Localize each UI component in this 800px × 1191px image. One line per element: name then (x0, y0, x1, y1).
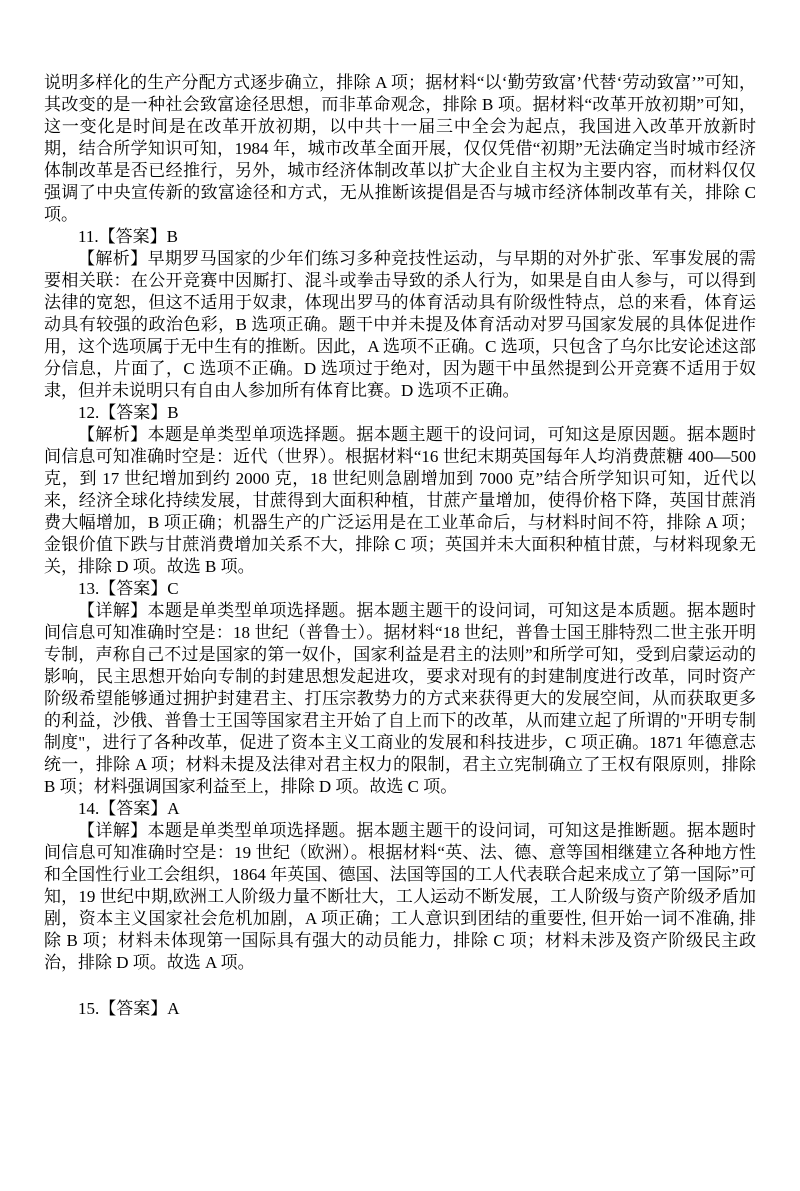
answer-line-q14: 14.【答案】A (78, 799, 180, 818)
answer-line-q13: 13.【答案】C (78, 579, 179, 598)
explanation-q13: 【详解】本题是单类型单项选择题。据本题主题干的设问词，可知这是本质题。据本题时间信息可知准确时空是：18 世纪（普鲁士）。据材料“18 世纪，普鲁士国王腓特烈二世主张开明专制，声称自己不过是国家的第一奴仆，国家利益是君主的法则”和所学可知，受到启蒙运动的影响，民主思想开始向专制的封建思想发起进攻，要求对现有的封建制度进行改革，同时资产阶级希望能够通过拥护封建君主、打压宗教势力的方式来获得更大的发展空间，从而获取更多的利益，沙俄、普鲁士王国等国家君主开始了自上而下的改革，从而建立起了所谓的"开明专制制度"，进行了各种改革，促进了资本主义工商业的发展和科技进步，C 项正确。1871 年德意志统一，排除 A 项；材料未提及法律对君主权力的限制，君主立宪制确立了王权有限原则，排除 B 项；材料强调国家利益至上，排除 D 项。故选 C 项。 (44, 601, 756, 796)
answer-explanations-body (44, 72, 756, 1020)
continuation-paragraph: 说明多样化的生产分配方式逐步确立，排除 A 项；据材料“以‘勤劳致富’代替‘劳动致富’”可知，其改变的是一种社会致富途径思想，而非革命观念，排除 B 项。据材料“改革开放初期”可知，这一变化是时间是在改革开放初期，以中共十一届三中全会为起点，我国进入改革开放新时期，结合所学知识可知，1984 年，城市改革全面开展，仅仅凭借“初期”无法确定当时城市经济体制改革是否已经推行，另外，城市经济体制改革以扩大企业自主权为主要内容，而材料仅仅强调了中央宣传新的致富途径和方式，无从推断该提倡是否与城市经济体制改革有关，排除 C 项。 (44, 73, 756, 224)
explanation-q12: 【解析】本题是单类型单项选择题。据本题主题干的设问词，可知这是原因题。据本题时间信息可知准确时空是：近代（世界）。根据材料“16 世纪末期英国每年人均消费蔗糖 400—500 克，到 17 世纪增加到约 2000 克，18 世纪则急剧增加到 7000 克”结合所学知识可知，近代以来，经济全球化持续发展，甘蔗得到大面积种植，甘蔗产量增加，使得价格下降，英国甘蔗消费大幅增加，B 项正确；机器生产的广泛运用是在工业革命后，与材料时间不符，排除 A 项；金银价值下跌与甘蔗消费增加关系不大，排除 C 项；英国并未大面积种植甘蔗，与材料现象无关，排除 D 项。故选 B 项。 (44, 425, 756, 576)
explanation-q14: 【详解】本题是单类型单项选择题。据本题主题干的设问词，可知这是推断题。据本题时间信息可知准确时空是：19 世纪（欧洲）。根据材料“英、法、德、意等国相继建立各种地方性和全国性行业工会组织，1864 年英国、德国、法国等国的工人代表联合起来成立了第一国际”可知，19 世纪中期,欧洲工人阶级力量不断壮大，工人运动不断发展，工人阶级与资产阶级矛盾加剧，资本主义国家社会危机加剧，A 项正确；工人意识到团结的重要性, 但开始一词不准确, 排除 B 项；材料未体现第一国际具有强大的动员能力，排除 C 项；材料未涉及资产阶级民主政治，排除 D 项。故选 A 项。 (44, 821, 756, 972)
answer-line-q12: 12.【答案】B (78, 403, 179, 422)
explanation-q11: 【解析】早期罗马国家的少年们练习多种竞技性运动，与早期的对外扩张、军事发展的需要相关联：在公开竞赛中因厮打、混斗或拳击导致的杀人行为，如果是自由人参与，可以得到法律的宽恕，但这不适用于奴隶，体现出罗马的体育活动具有阶级性特点，总的来看，体育运动具有较强的政治色彩，B 选项正确。题干中并未提及体育活动对罗马国家发展的具体促进作用，这个选项属于无中生有的推断。因此，A 选项不正确。C 选项，只包含了乌尔比安论述这部分信息，片面了，C 选项不正确。D 选项过于绝对，因为题干中虽然提到公开竞赛不适用于奴隶，但并未说明只有自由人参加所有体育比赛。D 选项不正确。 (44, 249, 756, 400)
answer-line-q11: 11.【答案】B (78, 227, 178, 246)
answer-line-q15: 15.【答案】A (78, 999, 180, 1018)
